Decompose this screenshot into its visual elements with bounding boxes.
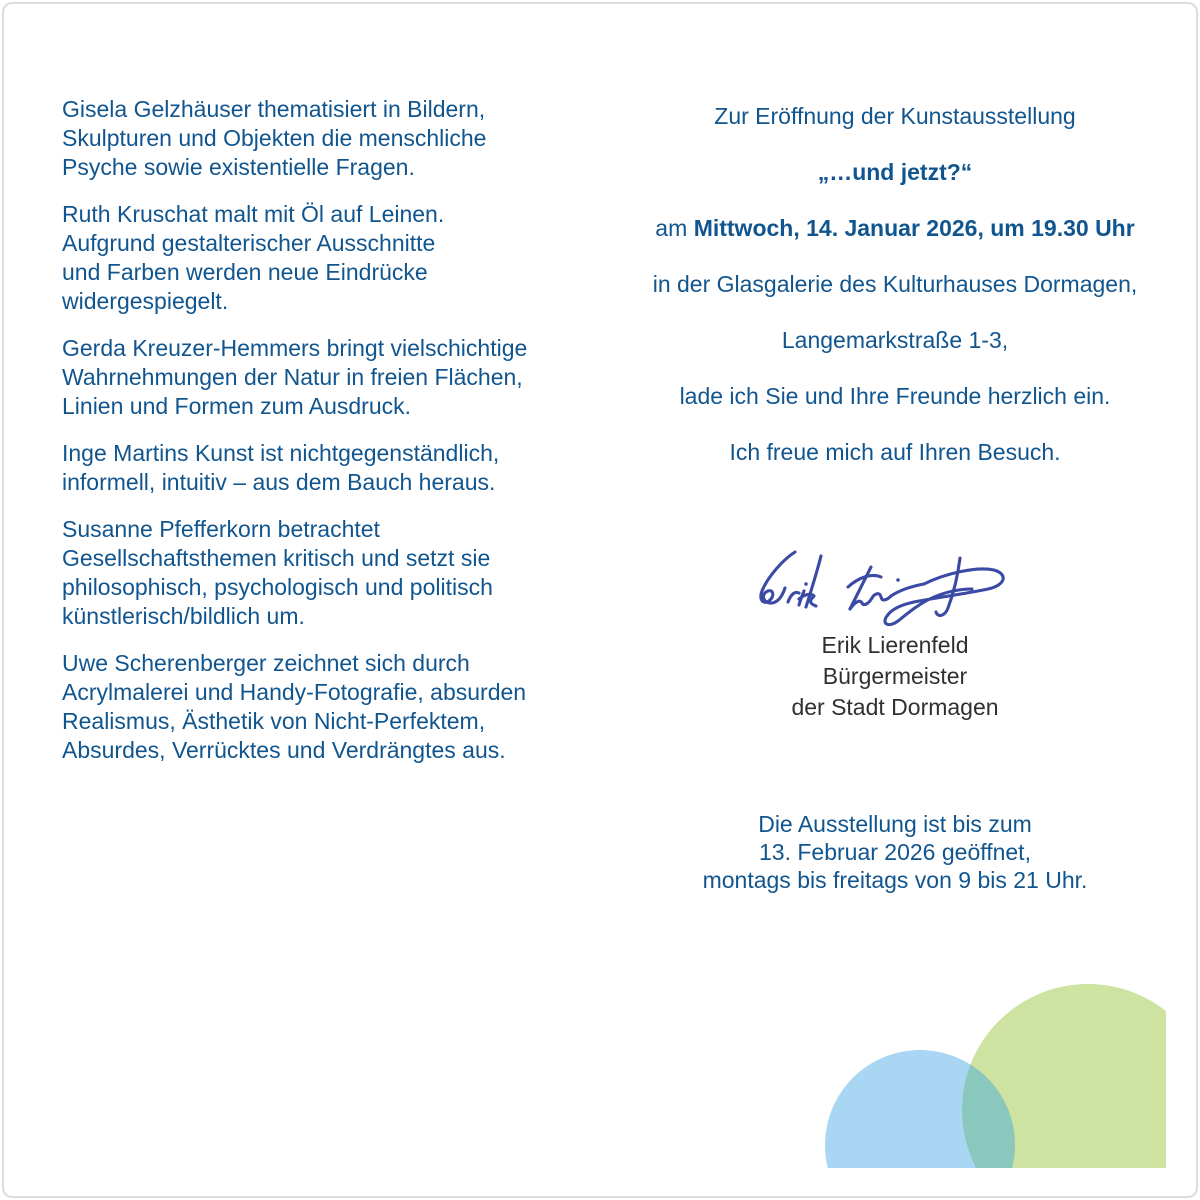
signatory-block — [615, 630, 1175, 723]
exhibition-title: „…und jetzt?“ — [817, 159, 973, 185]
green-circle-shape — [962, 984, 1166, 1168]
artist-paragraph-inge-martin: Inge Martins Kunst ist nichtgegenständlich, informell, intuitiv – aus dem Bauch heraus. — [62, 440, 500, 495]
artist-descriptions-column — [62, 95, 592, 783]
artist-paragraph-susanne-pfefferkorn: Susanne Pfefferkorn betrachtet Gesellschaftsthemen kritisch und setzt sie philosophisch, psychologisch und politisch künstlerisch/bildlich um. — [62, 516, 493, 629]
street-line: Langemarkstraße 1-3, — [781, 327, 1009, 353]
signatory-org: der Stadt Dormagen — [791, 694, 999, 720]
artist-paragraph-gerda-kreuzer-hemmers: Gerda Kreuzer-Hemmers bringt vielschichtige Wahrnehmungen der Natur in freien Flächen, Linien und Formen zum Ausdruck. — [62, 335, 528, 419]
artist-paragraph-gisela-gelzhaeuser: Gisela Gelzhäuser thematisiert in Bildern, Skulpturen und Objekten die menschliche Psyche sowie existentielle Fragen. — [62, 96, 487, 180]
exhibition-hours-note: Die Ausstellung ist bis zum 13. Februar 2026 geöffnet, montags bis freitags von 9 bis 21 Uhr. — [702, 811, 1088, 893]
date-value: Mittwoch, 14. Januar 2026, um 19.30 Uhr — [693, 215, 1135, 241]
invitation-intro: Zur Eröffnung der Kunstausstellung — [714, 103, 1076, 129]
date-line — [615, 214, 1175, 243]
closing-line: Ich freue mich auf Ihren Besuch. — [729, 439, 1061, 465]
signature-erik-lierenfeld-image — [748, 542, 1013, 637]
blue-circle-shape — [825, 1050, 1015, 1168]
artist-paragraph-uwe-scherenberger: Uwe Scherenberger zeichnet sich durch Acrylmalerei und Handy-Fotografie, absurden Realismus, Ästhetik von Nicht-Perfektem, Absurdes, Verrücktes und Verdrängtes aus. — [62, 650, 527, 763]
venue-line: in der Glasgalerie des Kulturhauses Dormagen, — [652, 271, 1138, 297]
invitation-column — [615, 102, 1175, 494]
signatory-role: Bürgermeister — [822, 663, 968, 689]
invite-line: lade ich Sie und Ihre Freunde herzlich ein. — [679, 383, 1111, 409]
artist-paragraph-ruth-kruschat: Ruth Kruschat malt mit Öl auf Leinen. Aufgrund gestalterischer Ausschnitte und Farben werden neue Eindrücke widergespiegelt. — [62, 201, 445, 314]
date-prefix: am — [655, 215, 688, 241]
signatory-name: Erik Lierenfeld — [821, 632, 969, 658]
circles-overlap-shape — [962, 984, 1166, 1168]
